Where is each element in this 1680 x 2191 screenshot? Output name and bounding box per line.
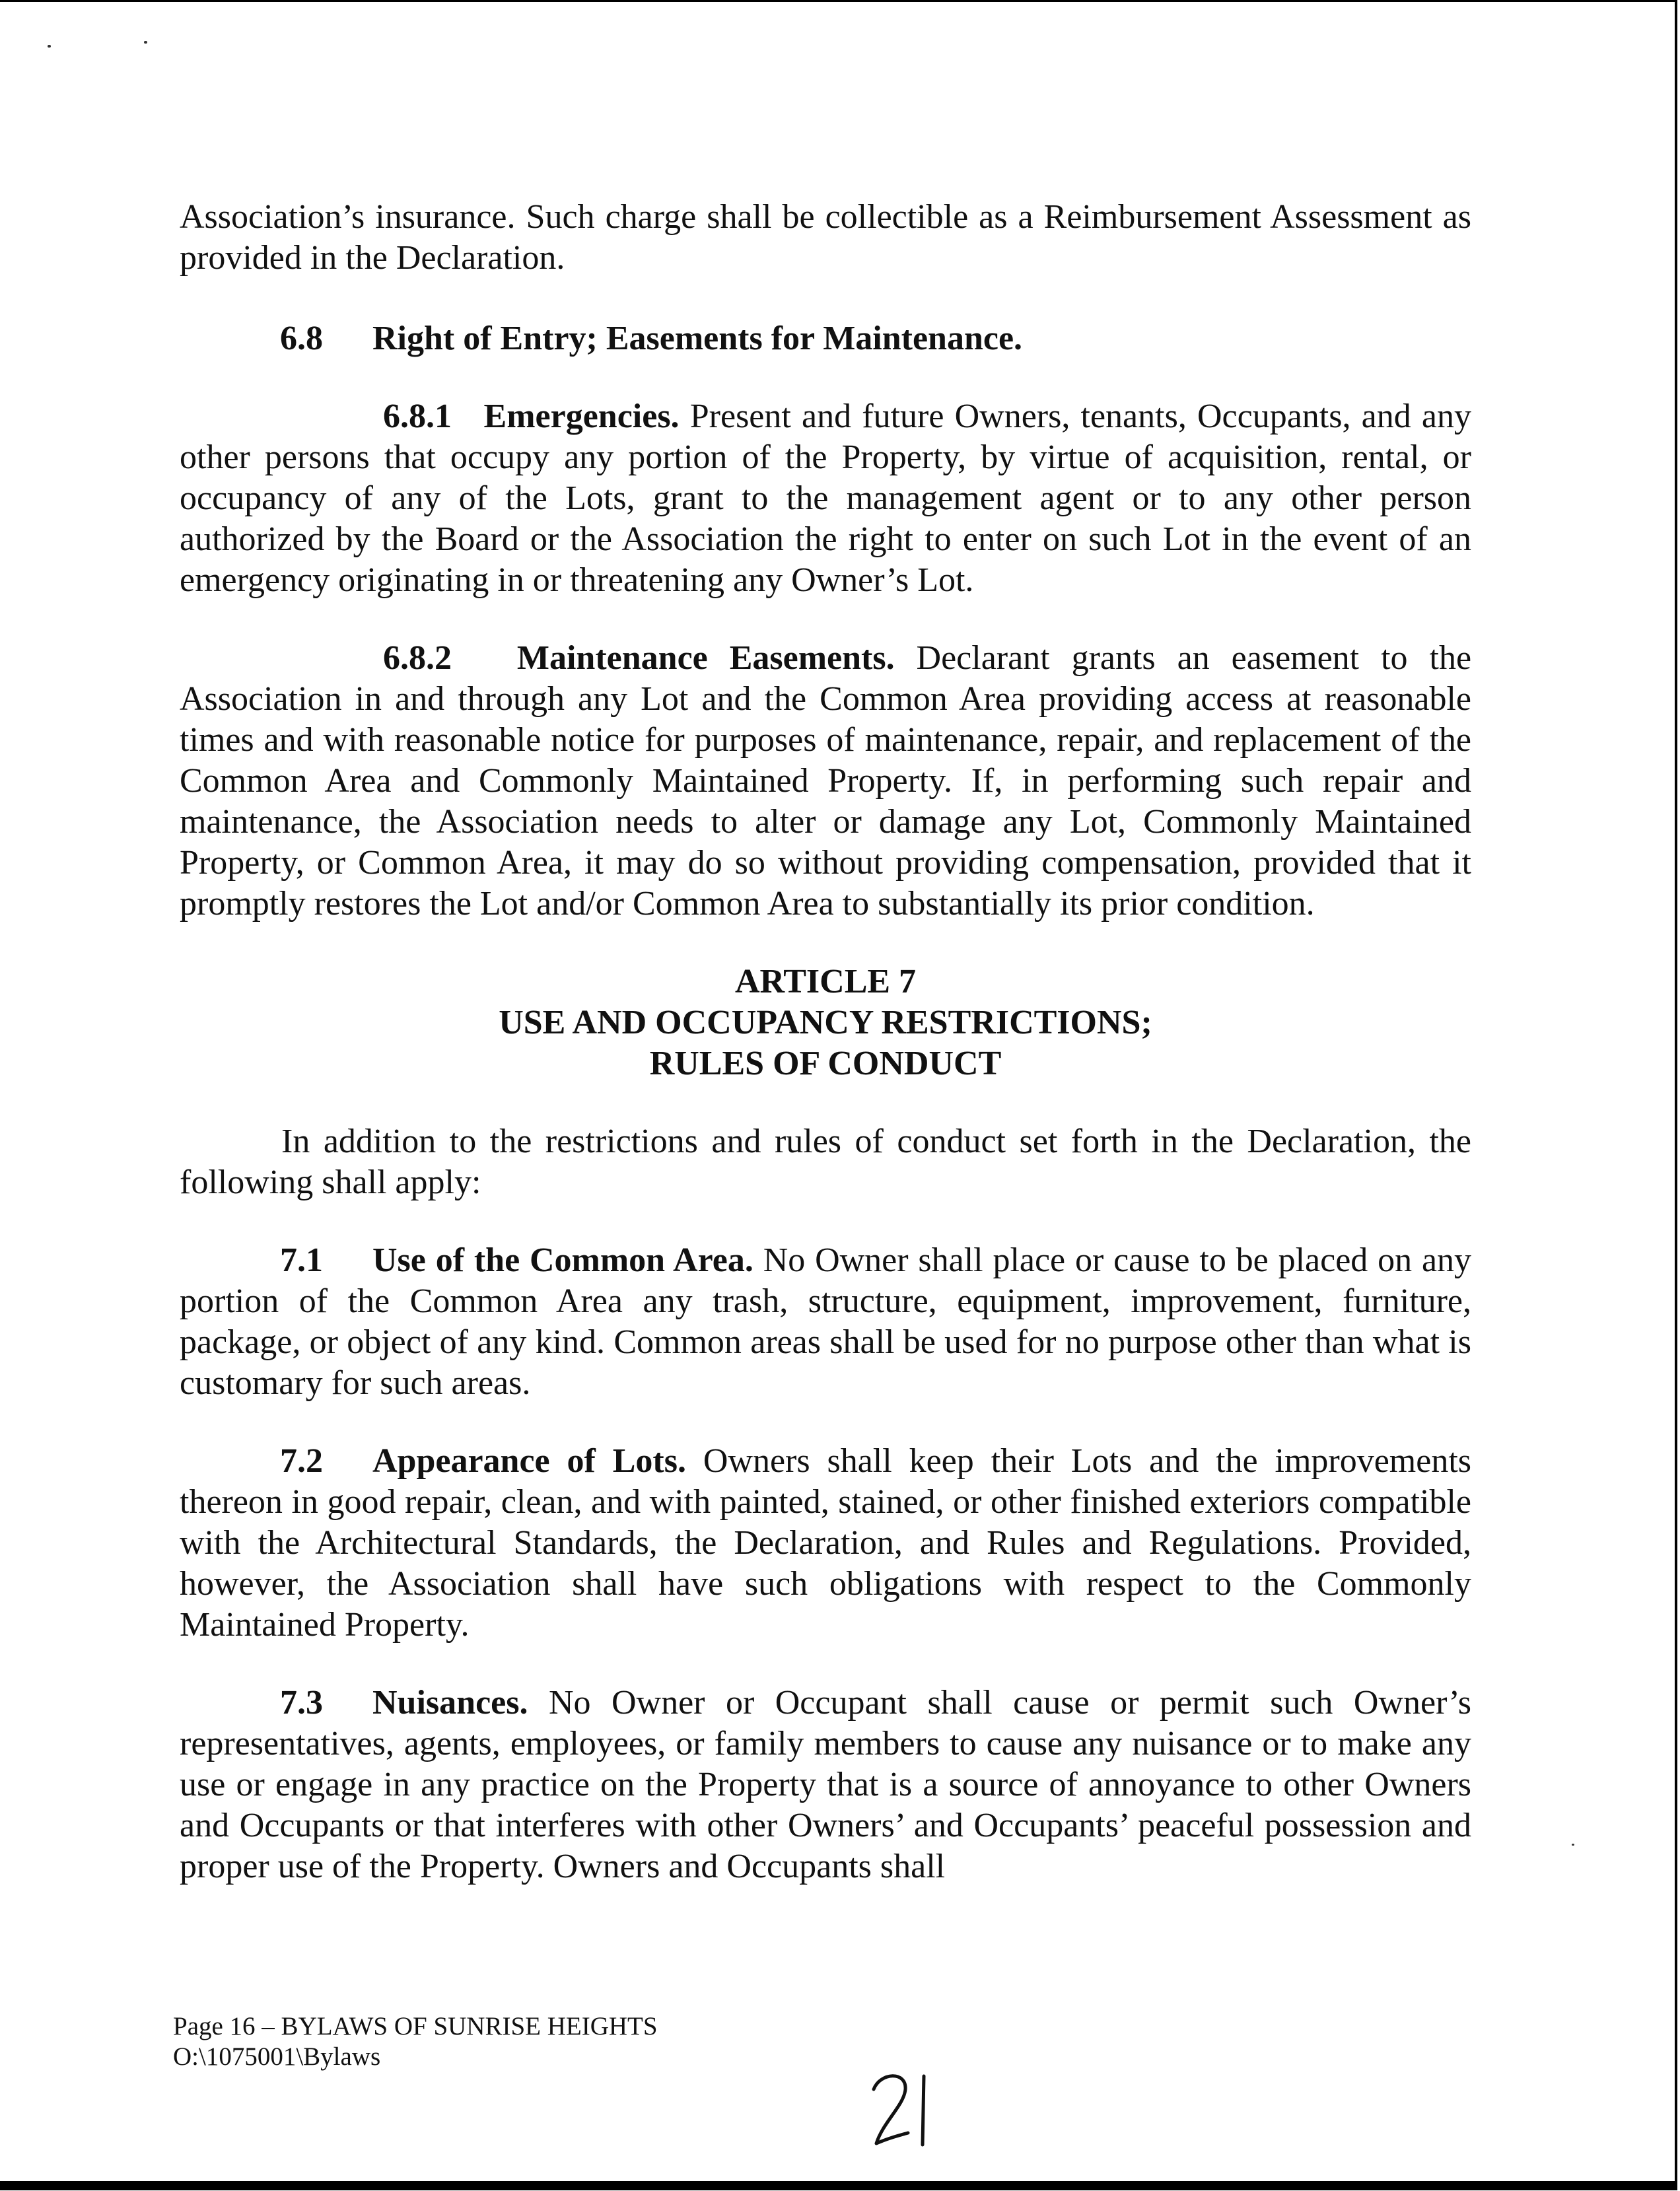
footer-file-path: O:\1075001\Bylaws: [173, 2042, 381, 2071]
article-number: ARTICLE 7: [734, 963, 917, 1000]
section-6-8-1-paragraph: [180, 396, 1471, 601]
section-title: Use of the Common Area.: [372, 1241, 753, 1279]
section-title: Emergencies.: [483, 398, 680, 435]
section-title: Nuisances.: [372, 1684, 528, 1722]
handwritten-page-number: [868, 2067, 948, 2153]
section-text: Present and future Owners, tenants, Occupants, and any other persons that occupy any portion of the Property, by virtue of acquisition, rental, or occupancy of any of the Lots, grant to the management agent or to any other person authorized by the Board or the Association the right to enter on such Lot in the event of an emergency originating in or threatening any Owner’s Lot.: [180, 398, 1471, 599]
intro-paragraph: In addition to the restrictions and rules of conduct set forth in the Declaration, the following shall apply:: [180, 1123, 1471, 1201]
scan-speck: [48, 45, 51, 48]
section-title: Appearance of Lots.: [372, 1442, 686, 1480]
footer-page-label: Page 16 – BYLAWS OF SUNRISE HEIGHTS: [173, 2012, 658, 2040]
section-text: No Owner shall place or cause to be placed on any portion of the Common Area any trash, structure, equipment, improvement, furniture, package, or object of any kind. Common areas shall be used for no purpose other than what is customary for such areas.: [180, 1241, 1472, 1402]
continuation-paragraph: Association’s insurance. Such charge shall be collectible as a Reimbursement Assessment as provided in the Declaration.: [180, 198, 1471, 277]
section-number: 7.3: [280, 1684, 323, 1722]
section-text: No Owner or Occupant shall cause or permit such Owner’s representatives, agents, employees, or family members to cause any nuisance or to make any use or engage in any practice on the Property that is a source of annoyance to other Owners and Occupants or that interferes with other Owners’ and Occupants’ peaceful possession and proper use of the Property. Owners and Occupants shall: [180, 1684, 1472, 1885]
scan-speck: [144, 41, 147, 44]
article-title-line-2: RULES OF CONDUCT: [649, 1045, 1002, 1082]
section-title: Maintenance Easements.: [516, 639, 895, 677]
section-number: 7.2: [280, 1442, 323, 1480]
section-6-8-heading: [180, 318, 1471, 359]
section-title: Right of Entry; Easements for Maintenance.: [372, 320, 1023, 357]
section-number: 6.8.2: [383, 639, 452, 677]
document-page: [180, 191, 1471, 1887]
article-title-line-1: USE AND OCCUPANCY RESTRICTIONS;: [499, 1004, 1152, 1041]
section-7-2-paragraph: [180, 1441, 1471, 1646]
scan-speck: [1572, 1844, 1574, 1846]
section-number: 7.1: [280, 1241, 323, 1279]
section-text: Declarant grants an easement to the Association in and through any Lot and the Common Area providing access at reasonable times and with reasonable notice for purposes of maintenance, repair, and replacement of the Common Area and Commonly Maintained Property. If, in performing such repair and maintenance, the Association needs to alter or damage any Lot, Commonly Maintained Property, or Common Area, it may do so without providing compensation, provided that it promptly restores the Lot and/or Common Area to substantially its prior condition.: [180, 639, 1472, 922]
section-text: Owners shall keep their Lots and the improvements thereon in good repair, clean, and with painted, stained, or other finished exteriors compatible with the Architectural Standards, the Declaration, and Rules and Regulations. Provided, however, the Association shall have such obligations with respect to the Commonly Maintained Property.: [180, 1442, 1472, 1644]
section-7-3-paragraph: [180, 1683, 1471, 1887]
section-6-8-2-paragraph: [180, 638, 1471, 924]
section-7-1-paragraph: [180, 1240, 1471, 1404]
article-heading: [180, 961, 1471, 1084]
section-number: 6.8: [280, 320, 323, 357]
section-number: 6.8.1: [383, 398, 452, 435]
page-footer: [173, 2011, 658, 2072]
